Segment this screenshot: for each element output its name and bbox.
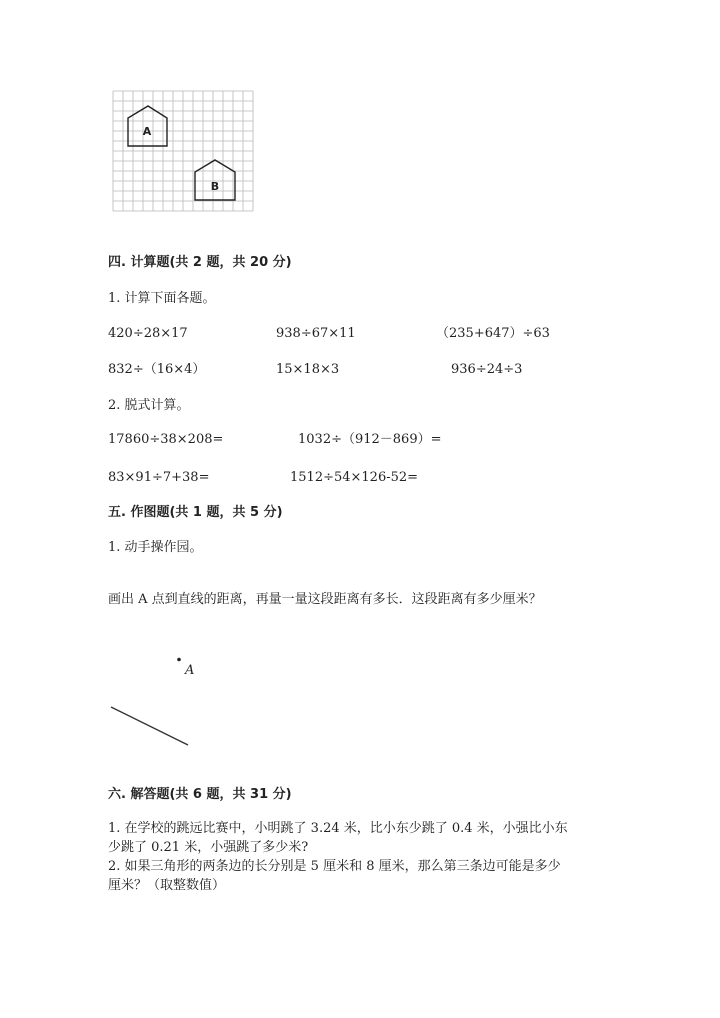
- point-a-label: A: [185, 663, 195, 678]
- section4-q1: 1. 计算下面各题。: [108, 291, 216, 306]
- grid-figure: [108, 86, 258, 218]
- section6-q1-line2: 少跳了 0.21 米，小强跳了多少米?: [108, 840, 309, 855]
- section6-q2-line1: 2. 如果三角形的两条边的长分别是 5 厘米和 8 厘米，那么第三条边可能是多少: [108, 859, 561, 874]
- house-b-label: B: [210, 180, 220, 193]
- point-a-dot: [177, 658, 181, 662]
- section5-q1: 1. 动手操作园。: [108, 540, 203, 555]
- section6-q1-line1: 1. 在学校的跳远比赛中，小明跳了 3.24 米，比小东少跳了 0.4 米，小强比小东: [108, 821, 568, 836]
- expr-r3c1: 17860÷38×208=: [108, 432, 224, 447]
- section5-instruction: 画出 A 点到直线的距离，再量一量这段距离有多长．这段距离有多少厘米？: [108, 592, 542, 607]
- expr-r4c2: 1512÷54×126-52=: [290, 470, 419, 485]
- expr-r3c2: 1032÷（912－869）=: [298, 432, 442, 447]
- distance-figure: [100, 650, 210, 750]
- expr-r4c1: 83×91÷7+38=: [108, 470, 210, 485]
- expr-r1c3: （235+647）÷63: [436, 326, 550, 341]
- section5-title: 五. 作图题(共 1 题，共 5 分): [108, 505, 283, 520]
- straight-line: [111, 707, 188, 745]
- section4-q2: 2. 脱式计算。: [108, 398, 190, 413]
- section4-title: 四. 计算题(共 2 题，共 20 分): [108, 255, 292, 270]
- section6-q2-line2: 厘米？（取整数值）: [108, 878, 226, 893]
- expr-r2c2: 15×18×3: [276, 362, 340, 377]
- expr-r2c3: 936÷24÷3: [451, 362, 523, 377]
- house-a-label: A: [142, 125, 152, 138]
- expr-r1c2: 938÷67×11: [276, 326, 356, 341]
- expr-r2c1: 832÷（16×4）: [108, 362, 206, 377]
- grid-lines: [113, 91, 253, 211]
- section6-title: 六. 解答题(共 6 题，共 31 分): [108, 787, 292, 802]
- expr-r1c1: 420÷28×17: [108, 326, 188, 341]
